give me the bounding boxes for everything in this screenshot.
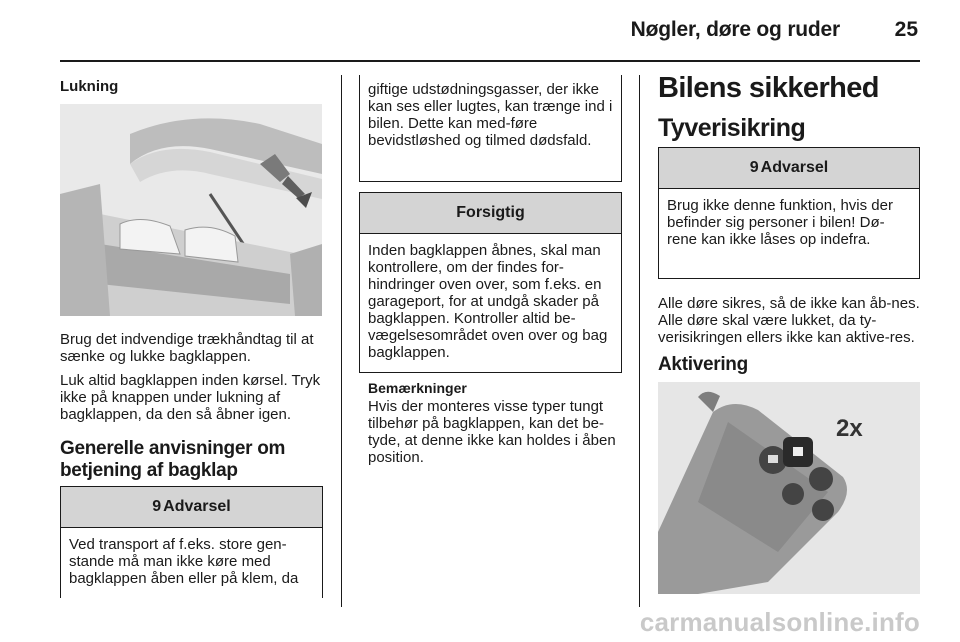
subheading-general-notes: Generelle anvisninger om betjening af bagklap: [60, 438, 286, 481]
warning-title-right: Advarsel: [760, 159, 829, 176]
note-text: Hvis der monteres visse typer tungt tilbehør på bagklappen, kan det be-tyde, at denne ikke kan holdes i åben position.: [368, 398, 616, 466]
key-fob-illustration: [658, 382, 920, 594]
warning-text-right: Brug ikke denne funktion, hvis der befinder sig personer i bilen! Dø-rene kan ikke låses op indefra.: [667, 197, 893, 248]
running-header: Nøgler, døre og ruder: [630, 18, 840, 41]
watermark: carmanualsonline.info: [639, 607, 920, 637]
subsection-title-anti-theft: Tyverisikring: [658, 114, 806, 142]
caution-header: Forsigtig: [360, 193, 621, 234]
column-divider-left: [341, 75, 342, 607]
key-fob-photo: [658, 382, 920, 594]
section-heading-lukning: Lukning: [60, 78, 119, 95]
section-title-security: Bilens sikkerhed: [658, 72, 879, 104]
caution-box: [359, 192, 622, 373]
rear-hatch-illustration: [60, 104, 322, 316]
subheading-activation: Aktivering: [658, 354, 748, 375]
warning-triangle-icon: 9: [749, 159, 759, 176]
caution-text: Inden bagklappen åbnes, skal man kontrollere, om der findes for-hindringer oven over, som f.eks. en garageport, for at undgå skader på bagklappen. Kontroller altid be-vægelsesområdet oven over og bag bagklappen.: [368, 242, 608, 361]
note-heading: Bemærkninger: [368, 380, 467, 396]
warning-continued-text: giftige udstødningsgasser, der ikke kan ses eller lugtes, kan trænge ind i bilen. Dette kan med-føre bevidstløshed og tilmed dødsfald.: [368, 81, 613, 149]
column-divider-right: [639, 75, 640, 607]
warning-title: Advarsel: [163, 498, 231, 515]
warning-triangle-icon: 9: [152, 498, 162, 515]
warning-text: Ved transport af f.eks. store gen-stande må man ikke køre med bagklappen åben eller på klem, da: [69, 536, 299, 587]
key-press-label: 2x: [836, 415, 863, 442]
warning-box-continued: [359, 75, 622, 182]
rear-hatch-photo: [60, 104, 322, 316]
paragraph-close-hatch: Luk altid bagklappen inden kørsel. Tryk ikke på knappen under lukning af bagklappen, da den så åbner igen.: [60, 372, 321, 423]
warning-header: [61, 487, 322, 528]
paragraph-pull-handle: Brug det indvendige trækhåndtag til at sænke og lukke bagklappen.: [60, 331, 314, 365]
warning-box-right: [658, 147, 920, 279]
page-number: 25: [894, 18, 918, 41]
header-rule: [60, 60, 920, 62]
warning-header-right: [659, 148, 919, 189]
warning-box-left: [60, 486, 323, 598]
paragraph-doors-secured: Alle døre sikres, så de ikke kan åb-nes. Alle døre skal være lukket, da ty-verisikringen ellers ikke kan aktive-res.: [658, 295, 920, 346]
